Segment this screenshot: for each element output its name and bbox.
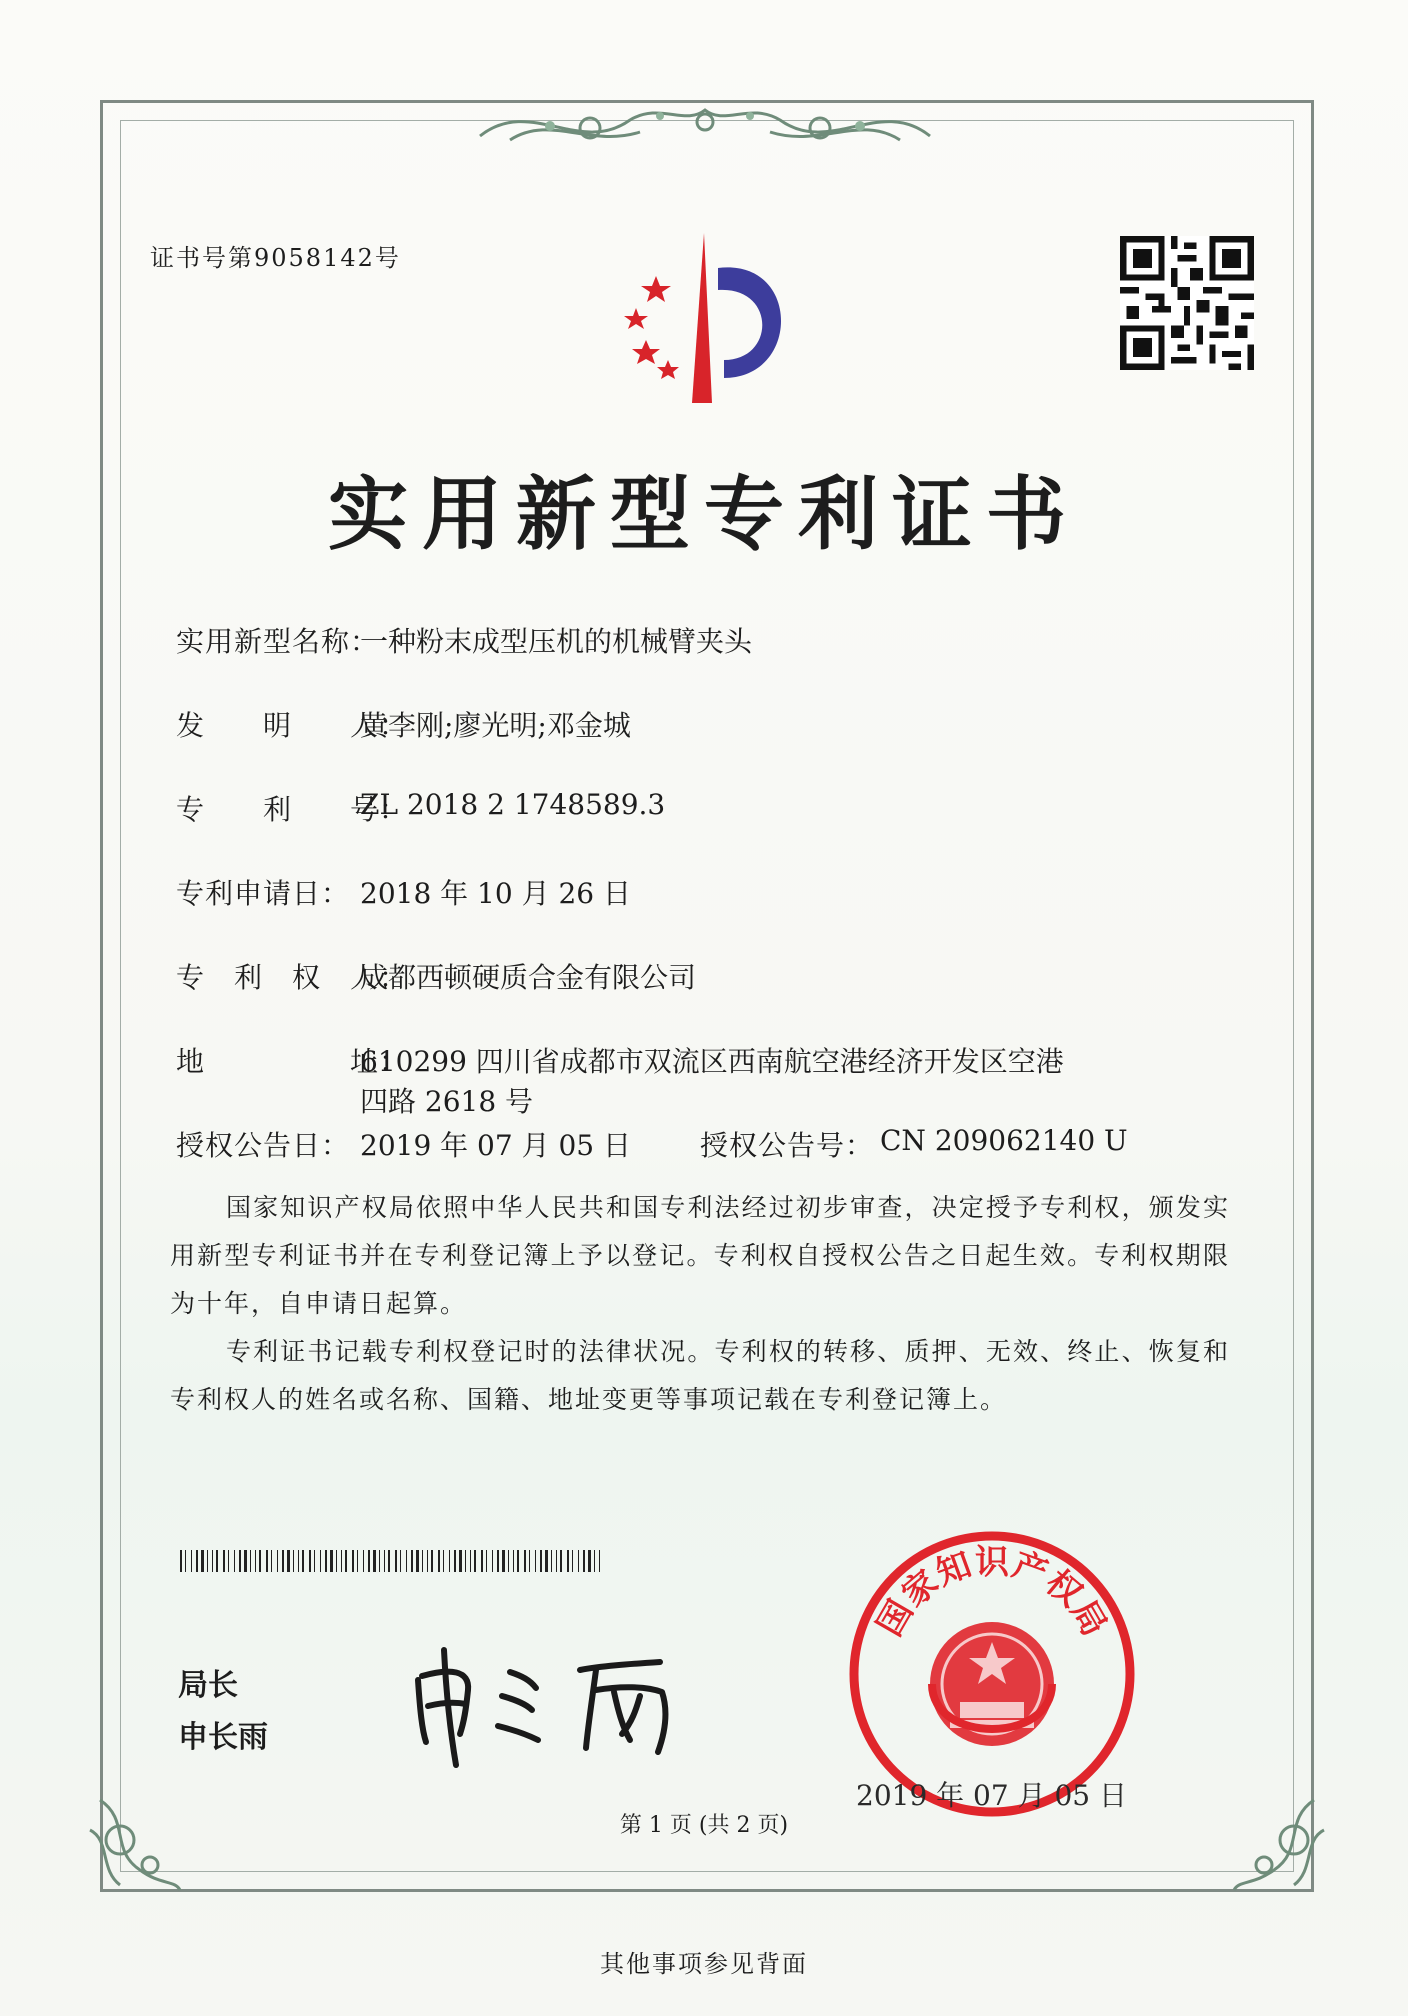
director-title: 局长 bbox=[178, 1668, 238, 1703]
seal-char: 局 bbox=[1062, 1593, 1115, 1643]
grant-number-value: CN 209062140 U bbox=[880, 1124, 1128, 1157]
field-address-value-line2: 四路 2618 号 bbox=[360, 1085, 534, 1118]
certificate-title: 实用新型专利证书 bbox=[328, 468, 1080, 561]
grant-date-label: 授权公告日： bbox=[176, 1129, 351, 1162]
page-info: 第 1 页 (共 2 页) bbox=[619, 1813, 789, 1838]
seal-char: 识 bbox=[975, 1542, 1009, 1583]
bottom-left-ornament-icon bbox=[80, 1790, 190, 1900]
field-name-value: 一种粉末成型压机的机械臂夹头 bbox=[360, 625, 753, 658]
footer-note: 其他事项参见背面 bbox=[600, 1950, 808, 1978]
seal-char: 产 bbox=[1007, 1544, 1053, 1594]
bottom-right-ornament-icon bbox=[1224, 1790, 1334, 1900]
field-address-value: 610299 四川省成都市双流区西南航空港经济开发区空港 bbox=[360, 1045, 1064, 1078]
certificate-number: 证书号第9058142号 bbox=[150, 244, 401, 272]
grant-date-value: 2019 年 07 月 05 日 bbox=[360, 1129, 632, 1162]
seal-char: 权 bbox=[1037, 1562, 1090, 1615]
field-patentee-label: 专 利 权 人： bbox=[176, 961, 409, 994]
seal-date: 2019 年 07 月 05 日 bbox=[856, 1779, 1128, 1812]
field-application-date-label: 专利申请日： bbox=[176, 877, 351, 910]
seal-char: 知 bbox=[931, 1544, 977, 1594]
field-inventor-label: 发 明 人： bbox=[176, 709, 409, 742]
field-address-label: 地 址： bbox=[176, 1045, 409, 1078]
grant-number-label: 授权公告号： bbox=[700, 1129, 875, 1162]
field-name-label: 实用新型名称： bbox=[176, 625, 380, 658]
field-patentee-value: 成都西顿硬质合金有限公司 bbox=[360, 961, 697, 994]
seal-char: 家 bbox=[894, 1562, 947, 1615]
seal-char: 国 bbox=[869, 1593, 922, 1643]
field-inventor-value: 黄李刚;廖光明;邓金城 bbox=[360, 709, 631, 742]
qr-code-icon bbox=[1120, 236, 1254, 370]
director-signature-icon bbox=[400, 1630, 700, 1770]
director-name: 申长雨 bbox=[178, 1720, 268, 1755]
cnipa-logo-icon bbox=[596, 228, 816, 408]
paragraph-grant: 国家知识产权局依照中华人民共和国专利法经过初步审查，决定授予专利权，颁发实用新型专利证书并在专利登记簿上予以登记。专利权自授权公告之日起生效。专利权期限为十年，自申请日起算。 bbox=[170, 1193, 1230, 1318]
field-patent-number-value: ZL 2018 2 1748589.3 bbox=[360, 788, 666, 821]
paragraph-legal-status: 专利证书记载专利权登记时的法律状况。专利权的转移、质押、无效、终止、恢复和专利权人的姓名或名称、国籍、地址变更等事项记载在专利登记簿上。 bbox=[170, 1337, 1230, 1414]
top-ornament-icon bbox=[470, 96, 940, 160]
barcode-icon bbox=[180, 1550, 600, 1572]
field-application-date-value: 2018 年 10 月 26 日 bbox=[360, 877, 632, 910]
field-patent-number-label: 专 利 号： bbox=[176, 793, 409, 826]
